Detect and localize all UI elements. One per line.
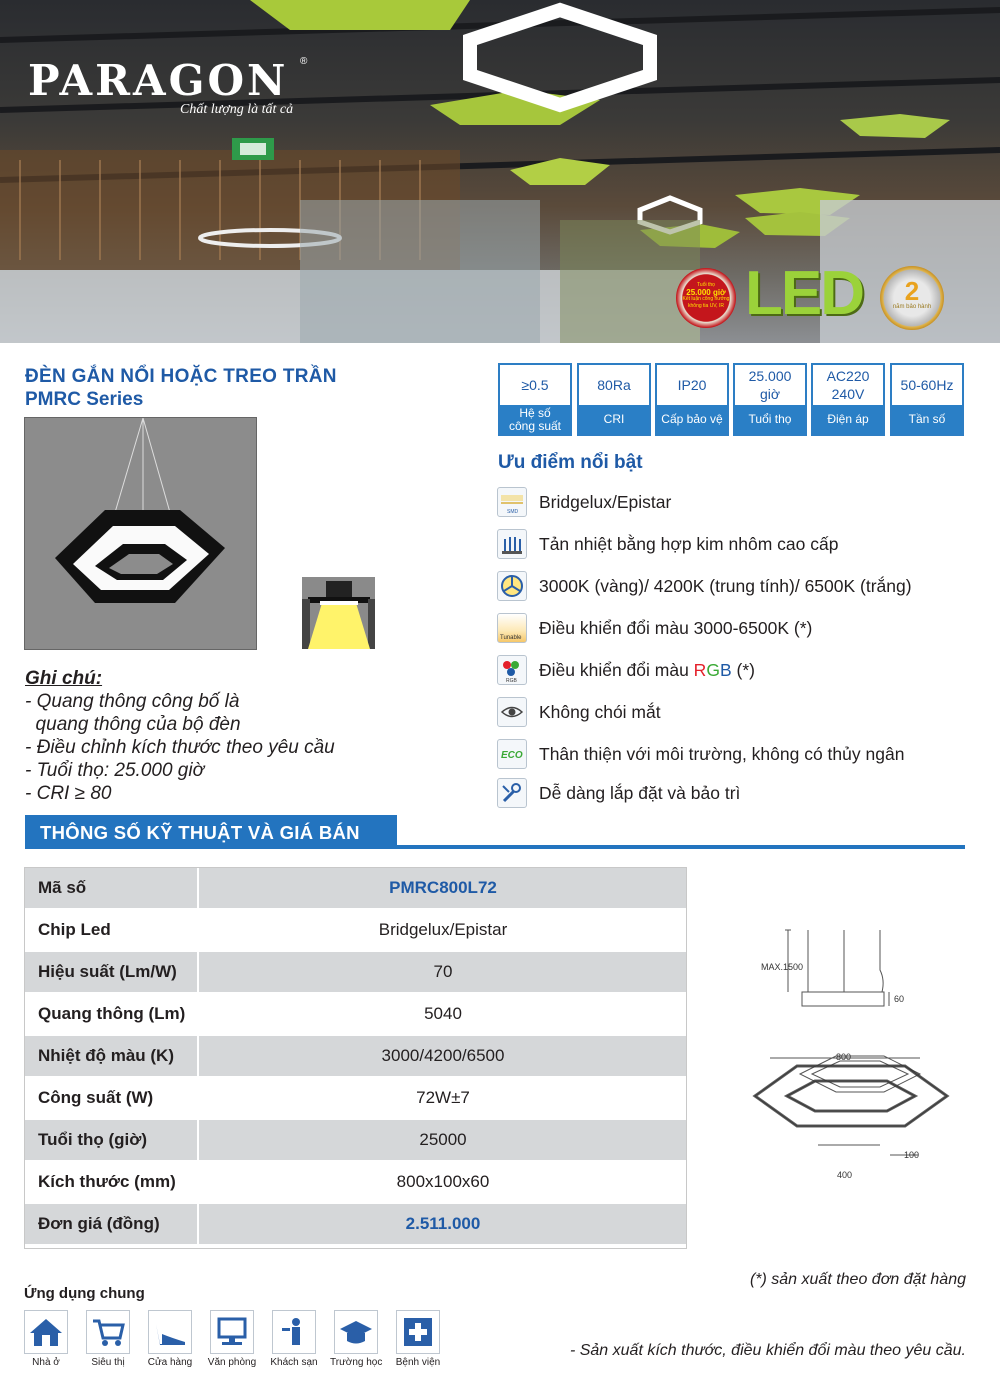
- product-title: ĐÈN GẮN NỔI HOẶC TREO TRẦN: [25, 366, 337, 387]
- hero-banner: [0, 0, 1000, 343]
- feature-text-part: (*): [731, 659, 755, 680]
- seal-line: Tuổi thọ: [697, 282, 715, 288]
- table-key: Công suất (W): [24, 1077, 198, 1119]
- warranty-number: 2: [904, 276, 920, 306]
- tunable-icon: [497, 613, 527, 643]
- feature-item: [497, 777, 977, 809]
- custom-footnote: - Sản xuất kích thước, điều khiển đổi màu theo yêu cầu.: [569, 1342, 966, 1359]
- spec-label: Hệ số công suất: [500, 405, 570, 434]
- product-series: PMRC Series: [25, 389, 144, 410]
- table-value: 3000/4200/6500: [198, 1035, 687, 1077]
- spec-label: Tuổi thọ: [735, 405, 805, 434]
- spec-value: AC220 240V: [826, 368, 870, 402]
- application-label: Bệnh viện: [395, 1357, 441, 1368]
- table-row: [24, 1077, 687, 1119]
- dim-band: 100: [904, 1150, 920, 1160]
- table-row: [24, 1203, 687, 1245]
- dim-inner: 400: [837, 1170, 853, 1180]
- eye-icon: [497, 697, 527, 727]
- feature-item: [497, 486, 977, 518]
- table-value: 5040: [198, 993, 687, 1035]
- feature-item: [497, 528, 977, 560]
- application-label: Nhà ở: [32, 1357, 60, 1368]
- feature-text: 3000K (vàng)/ 4200K (trung tính)/ 6500K (trắng): [539, 575, 912, 596]
- warranty-badge: [880, 266, 944, 330]
- seal-line: không tia UV, IR: [688, 303, 724, 309]
- home-icon: [24, 1310, 68, 1354]
- application-item: [82, 1310, 134, 1368]
- table-key: Quang thông (Lm): [24, 993, 198, 1035]
- table-key: Kích thước (mm): [24, 1161, 198, 1203]
- spec-value: 50-60Hz: [900, 377, 954, 393]
- spec-ip: [655, 363, 729, 436]
- feature-text: Tản nhiệt bằng hợp kim nhôm cao cấp: [539, 533, 839, 554]
- office-icon: [210, 1310, 254, 1354]
- school-icon: [334, 1310, 378, 1354]
- table-key: Chip Led: [24, 909, 198, 951]
- model-code: PMRC800L72: [198, 867, 687, 909]
- applications-title: Ứng dụng chung: [24, 1285, 145, 1302]
- spec-voltage: [811, 363, 885, 436]
- light-profile-image: [302, 577, 375, 649]
- feature-text-part: Điều khiển đổi màu: [539, 659, 694, 680]
- application-item: [20, 1310, 72, 1368]
- spec-power-factor: [498, 363, 572, 436]
- rgb-letter-r: R: [693, 659, 707, 680]
- table-row: [24, 909, 687, 951]
- smd-label: SMD: [507, 509, 519, 515]
- led-badge: LED: [745, 259, 863, 328]
- table-key: Tuổi thọ (giờ): [24, 1119, 198, 1161]
- note-line: - Tuổi thọ: 25.000 giờ: [25, 760, 205, 781]
- feature-text: Điều khiển đổi màu 3000-6500K (*): [539, 617, 813, 638]
- table-key: Hiệu suất (Lm/W): [24, 951, 198, 993]
- eco-icon: [497, 739, 527, 769]
- note-line: - Điều chỉnh kích thước theo yêu cầu: [25, 737, 335, 758]
- feature-text: Dễ dàng lắp đặt và bảo trì: [539, 782, 741, 803]
- feature-item: [497, 612, 977, 644]
- table-key: Nhiệt độ màu (K): [24, 1035, 198, 1077]
- feature-item: [497, 654, 977, 686]
- application-label: Siêu thị: [91, 1357, 125, 1368]
- spec-table: [24, 867, 687, 1246]
- note-line: - CRI ≥ 80: [25, 783, 112, 804]
- dim-width: 800: [836, 1052, 852, 1062]
- hexagon-pendant-image: [25, 418, 258, 651]
- seal-line: 25.000 giờ: [686, 288, 726, 297]
- cart-icon: [86, 1310, 130, 1354]
- feature-text: Không chói mắt: [539, 701, 661, 722]
- application-label: Trường học: [330, 1357, 383, 1368]
- product-photo: [24, 417, 257, 650]
- spec-frequency: [890, 363, 964, 436]
- smd-chip-icon: [497, 487, 527, 517]
- advantages-title: Ưu điểm nổi bật: [498, 452, 643, 473]
- brand-logo: PARAGON: [28, 56, 289, 105]
- spec-label: Cấp bảo vệ: [657, 405, 727, 434]
- table-row: [24, 951, 687, 993]
- spec-value: IP20: [677, 377, 707, 393]
- technical-drawing: [740, 920, 970, 1190]
- rgb-label: RGB: [506, 678, 517, 683]
- spec-label: CRI: [579, 405, 649, 434]
- table-value: 72W±7: [198, 1077, 687, 1119]
- notes-title: Ghi chú:: [25, 668, 103, 689]
- light-beam-illustration: [302, 577, 375, 649]
- application-label: Văn phòng: [207, 1357, 257, 1368]
- rgb-letter-b: B: [719, 659, 732, 680]
- spec-label: Điện áp: [813, 405, 883, 434]
- color-temperature-icon: [497, 571, 527, 601]
- price-value: 2.511.000: [198, 1203, 687, 1245]
- warranty-text: năm bảo hành: [892, 304, 932, 310]
- lifetime-seal: [676, 268, 736, 328]
- feature-item: [497, 738, 977, 770]
- feature-text: Bridgelux/Epistar: [539, 491, 672, 512]
- registered-mark: ®: [300, 56, 308, 67]
- feature-item: [497, 696, 977, 728]
- table-row: [24, 1035, 687, 1077]
- application-item: [144, 1310, 196, 1368]
- seal-line: Kết luận công hưởng: [682, 296, 730, 302]
- tools-icon: [497, 778, 527, 808]
- spec-cri: [577, 363, 651, 436]
- table-value: 800x100x60: [198, 1161, 687, 1203]
- section-title: THÔNG SỐ KỸ THUẬT VÀ GIÁ BÁN: [25, 815, 397, 849]
- application-label: Cửa hàng: [147, 1357, 193, 1368]
- dim-height: 60: [894, 994, 905, 1004]
- application-label: Khách sạn: [270, 1357, 318, 1368]
- note-line: - Quang thông công bố là: [25, 691, 240, 712]
- application-item: [268, 1310, 320, 1368]
- brand-slogan: Chất lượng là tất cả: [180, 102, 294, 117]
- table-row: [24, 993, 687, 1035]
- shoe-icon: [148, 1310, 192, 1354]
- hotel-icon: [272, 1310, 316, 1354]
- rgb-letter-g: G: [706, 659, 720, 680]
- spec-lifetime: [733, 363, 807, 436]
- feature-text: [539, 660, 755, 681]
- rgb-icon: [497, 655, 527, 685]
- application-item: [330, 1310, 382, 1368]
- table-row: [24, 1161, 687, 1203]
- spec-value: 80Ra: [597, 377, 631, 393]
- table-row: [24, 867, 687, 909]
- hospital-icon: [396, 1310, 440, 1354]
- feature-text: Thân thiện với môi trường, không có thủy ngân: [539, 743, 905, 764]
- application-item: [206, 1310, 258, 1368]
- table-key: Đơn giá (đồng): [24, 1203, 198, 1245]
- eco-label: ECO: [501, 750, 523, 761]
- table-value: 70: [198, 951, 687, 993]
- spec-label: Tần số: [892, 405, 962, 434]
- tunable-label: Tunable: [500, 635, 522, 641]
- note-line: quang thông của bộ đèn: [25, 714, 241, 735]
- feature-item: [497, 570, 977, 602]
- table-row: [24, 1119, 687, 1161]
- dim-max-height: MAX.1500: [761, 962, 804, 972]
- spec-value: ≥0.5: [521, 377, 549, 393]
- table-value: Bridgelux/Epistar: [198, 909, 687, 951]
- spec-value: 25.000 giờ: [748, 368, 792, 402]
- heat-sink-icon: [497, 529, 527, 559]
- application-item: [392, 1310, 444, 1368]
- table-key: Mã số: [24, 867, 198, 909]
- order-footnote: (*) sản xuất theo đơn đặt hàng: [749, 1271, 966, 1288]
- table-value: 25000: [198, 1119, 687, 1161]
